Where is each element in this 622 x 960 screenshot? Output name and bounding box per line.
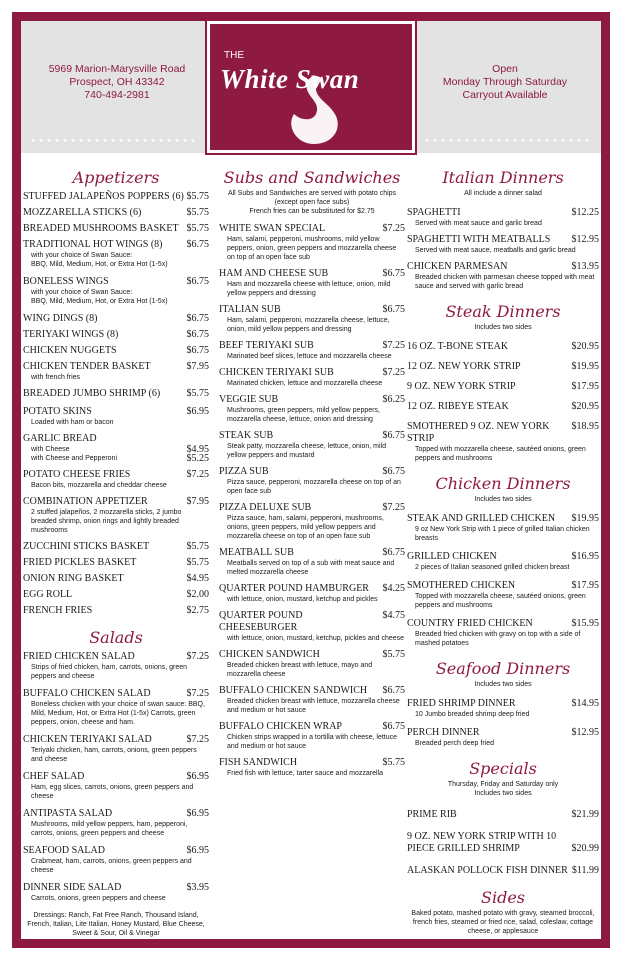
menu-item xyxy=(407,234,599,255)
item-price: $7.25 xyxy=(186,651,209,662)
address-line: 5969 Marion-Marysville Road xyxy=(48,63,186,75)
option-label: with Cheese and Pepperoni xyxy=(31,455,118,462)
item-name: SMOTHERED 9 OZ. NEW YORK STRIP xyxy=(407,421,550,444)
item-name: EGG ROLL xyxy=(23,589,73,600)
item-price: $6.95 xyxy=(186,845,209,856)
item-price: $4.95 xyxy=(186,573,209,584)
menu-item xyxy=(219,721,405,751)
item-price: $18.95 xyxy=(571,421,599,432)
logo-title: White Swan xyxy=(220,64,360,94)
item-name: BEEF TERIYAKI SUB xyxy=(219,340,314,351)
right-column xyxy=(407,169,599,936)
item-price: $7.95 xyxy=(186,496,209,507)
section-title-sides: Sides xyxy=(481,888,525,907)
item-option xyxy=(23,445,209,454)
header-dots-right xyxy=(423,139,593,142)
item-price: $15.95 xyxy=(571,618,599,629)
item-description: Ham, salami, pepperoni, mozzarella cheese, lettuce, onion, mild yellow peppers and dressing xyxy=(227,317,390,333)
section-title-steak: Steak Dinners xyxy=(445,302,561,321)
item-price: $7.25 xyxy=(382,223,405,234)
item-name: PRIME RIB xyxy=(407,809,457,820)
item-description: 10 Jumbo breaded shrimp deep fried xyxy=(415,711,530,718)
option-price: $4.95 xyxy=(186,444,209,455)
item-description: Served with meat sauce and garlic bread xyxy=(415,220,542,227)
item-name: BUFFALO CHICKEN SALAD xyxy=(23,688,151,699)
item-price: $16.95 xyxy=(571,551,599,562)
section-note: Includes two sides xyxy=(474,681,532,688)
menu-item xyxy=(407,698,599,719)
item-price: $4.25 xyxy=(382,583,405,594)
item-name: BREADED JUMBO SHRIMP (6) xyxy=(23,388,161,399)
item-description: Breaded fried chicken with gravy on top with a side of mashed potatoes xyxy=(415,631,581,647)
item-name: WHITE SWAN SPECIAL xyxy=(219,223,326,234)
item-price: $6.95 xyxy=(186,808,209,819)
dressing-options: Dressings: Ranch, Fat Free Ranch, Thousand Island, French, Italian, Lite Italian, Honey Mustard, Blue Cheese, Sweet & Sour, Oil & Vinegar xyxy=(27,912,205,937)
item-price: $7.25 xyxy=(382,367,405,378)
menu-item xyxy=(407,618,599,648)
item-description: Boneless chicken with your choice of swan sauce: BBQ, Mild, Medium, Hot, or Extra Hot (1-5x) Carrots, green peppers, onion, cheese and ham. xyxy=(31,701,205,726)
item-description: Breaded chicken breast with lettuce, mayo and mozzarella cheese xyxy=(227,662,373,678)
item-price: $5.75 xyxy=(186,223,209,234)
menu-item xyxy=(407,551,599,572)
item-name: CHICKEN TERIYAKI SALAD xyxy=(23,734,152,745)
item-price: $6.75 xyxy=(382,685,405,696)
menu-item xyxy=(407,421,599,463)
item-price: $7.25 xyxy=(382,502,405,513)
item-name: BUFFALO CHICKEN SANDWICH xyxy=(219,685,368,696)
item-price: $13.95 xyxy=(571,261,599,272)
item-name: TRADITIONAL HOT WINGS (8) xyxy=(23,239,163,250)
item-price: $12.25 xyxy=(571,207,599,218)
business-hours xyxy=(415,63,595,102)
item-description: Mushrooms, mild yellow peppers, ham, pepperoni, carrots, onions, green peppers and cheese xyxy=(31,821,188,837)
menu-item xyxy=(219,649,405,679)
menu-item xyxy=(23,223,209,235)
section-title-specials: Specials xyxy=(469,759,537,778)
item-name: 16 OZ. T-BONE STEAK xyxy=(407,341,509,352)
item-name: CHICKEN PARMESAN xyxy=(407,261,508,272)
item-description: Marinated chicken, lettuce and mozzarella cheese xyxy=(227,380,383,387)
menu-item xyxy=(219,223,405,262)
menu-item xyxy=(23,388,209,400)
menu-item xyxy=(407,513,599,543)
section-note: Includes two sides xyxy=(474,790,532,797)
item-name: ALASKAN POLLOCK FISH DINNER xyxy=(407,865,568,876)
section-title-chicken: Chicken Dinners xyxy=(435,474,571,493)
section-note: Includes two sides xyxy=(474,496,532,503)
item-price: $5.75 xyxy=(382,757,405,768)
restaurant-address xyxy=(27,63,207,102)
menu-item xyxy=(23,734,209,764)
menu-item xyxy=(407,341,599,353)
menu-item xyxy=(23,345,209,357)
menu-item xyxy=(219,394,405,424)
menu-item xyxy=(23,557,209,569)
item-name: MOZZARELLA STICKS (6) xyxy=(23,207,142,218)
item-name: WING DINGS (8) xyxy=(23,313,98,324)
item-name: 9 OZ. NEW YORK STRIP WITH 10 PIECE GRILLED SHRIMP xyxy=(407,831,557,854)
menu-item xyxy=(219,547,405,577)
item-name: POTATO CHEESE FRIES xyxy=(23,469,131,480)
item-description: Bacon bits, mozzarella and cheddar cheese xyxy=(31,482,167,489)
menu-item xyxy=(23,651,209,681)
menu-item xyxy=(219,610,405,643)
menu-item xyxy=(23,496,209,535)
item-description: Pizza sauce, ham, salami, pepperoni, mushrooms, onions, green peppers, mild yellow peppers and mozzarella cheese on top of an open face sub xyxy=(227,515,384,540)
section-note: French fries can be substituted for $2.75 xyxy=(249,208,375,215)
item-name: SPAGHETTI WITH MEATBALLS xyxy=(407,234,551,245)
menu-header xyxy=(21,21,601,153)
item-price: $20.99 xyxy=(571,843,599,854)
item-price: $5.75 xyxy=(382,649,405,660)
item-description: Ham and mozzarella cheese with lettuce, onion, mild yellow peppers and dressing xyxy=(227,281,391,297)
menu-item xyxy=(23,361,209,382)
menu-item xyxy=(219,340,405,361)
item-name: FRENCH FRIES xyxy=(23,605,93,616)
item-name: POTATO SKINS xyxy=(23,406,92,417)
item-description: 2 pieces of Italian seasoned grilled chicken breast xyxy=(415,564,570,571)
item-name: QUARTER POUND CHEESEBURGER xyxy=(219,610,303,633)
menu-item xyxy=(23,688,209,727)
item-price: $6.75 xyxy=(186,239,209,250)
menu-item xyxy=(23,329,209,341)
item-name: SEAFOOD SALAD xyxy=(23,845,105,856)
item-price: $7.95 xyxy=(186,361,209,372)
item-name: FRIED SHRIMP DINNER xyxy=(407,698,516,709)
sides-list: Baked potato, mashed potato with gravy, steamed broccoli, french fries, steamed or fried rice, salad, coleslaw, cottage cheese, or applesauce xyxy=(411,910,595,935)
item-description: with your choice of Swan Sauce: xyxy=(31,289,133,296)
logo-the: THE xyxy=(224,50,244,61)
section-title-salads: Salads xyxy=(89,628,143,647)
item-name: 9 OZ. NEW YORK STRIP xyxy=(407,381,516,392)
item-price: $6.75 xyxy=(186,345,209,356)
item-description: Served with meat sauce, meatballs and garlic bread xyxy=(415,247,576,254)
item-price: $12.95 xyxy=(571,727,599,738)
item-name: FRIED CHICKEN SALAD xyxy=(23,651,135,662)
item-price: $7.25 xyxy=(186,688,209,699)
item-description: Strips of fried chicken, ham, carrots, onions, green peppers and cheese xyxy=(31,664,188,680)
phone-number: 740-494-2981 xyxy=(84,89,150,101)
left-column xyxy=(23,169,209,938)
item-description: Ham, salami, pepperoni, mushrooms, mild yellow peppers, onion, green peppers and mozzarella cheese on top of an open face sub xyxy=(227,236,397,261)
item-name: SPAGHETTI xyxy=(407,207,461,218)
menu-item xyxy=(23,313,209,325)
item-description: Carrots, onions, green peppers and cheese xyxy=(31,895,166,902)
item-name: FISH SANDWICH xyxy=(219,757,298,768)
item-description: Crabmeat, ham, carrots, onions, green peppers and cheese xyxy=(31,858,192,874)
item-price: $6.75 xyxy=(186,329,209,340)
item-description: with lettuce, onion, mustard, ketchup, pickles and cheese xyxy=(227,635,405,642)
item-price: $17.95 xyxy=(571,381,599,392)
item-price: $7.25 xyxy=(186,734,209,745)
item-price: $6.75 xyxy=(382,466,405,477)
menu-item xyxy=(23,469,209,490)
item-name: STUFFED JALAPEÑOS POPPERS (6) xyxy=(23,191,184,202)
item-name: PERCH DINNER xyxy=(407,727,480,738)
item-price: $4.75 xyxy=(382,610,405,621)
item-price: $20.95 xyxy=(571,401,599,412)
section-title-seafood: Seafood Dinners xyxy=(435,659,571,678)
item-name: PIZZA SUB xyxy=(219,466,269,477)
item-price: $6.75 xyxy=(186,276,209,287)
section-note: Includes two sides xyxy=(474,324,532,331)
item-description: with french fries xyxy=(31,374,81,381)
item-price: $6.75 xyxy=(382,721,405,732)
menu-item xyxy=(23,207,209,219)
item-price: $7.25 xyxy=(382,340,405,351)
item-price: $7.25 xyxy=(186,469,209,480)
item-price: $6.95 xyxy=(186,771,209,782)
item-name: TERIYAKI WINGS (8) xyxy=(23,329,119,340)
item-description: 9 oz New York Strip with 1 piece of grilled Italian chicken breasts xyxy=(415,526,590,542)
item-name: GARLIC BREAD xyxy=(23,433,97,444)
item-price: $6.75 xyxy=(382,304,405,315)
item-price: $3.95 xyxy=(186,882,209,893)
item-description: BBQ, Mild, Medium, Hot, or Extra Hot (1-5x) xyxy=(31,261,168,268)
menu-item xyxy=(407,809,599,821)
item-price: $5.75 xyxy=(186,541,209,552)
item-name: ONION RING BASKET xyxy=(23,573,124,584)
item-description: 2 stuffed jalapeños, 2 mozzarella sticks, 2 jumbo breaded shrimp, onion rings and lightly breaded mushrooms xyxy=(31,509,182,534)
item-description: Pizza sauce, pepperoni, mozzarella cheese on top of an open face sub xyxy=(227,479,401,495)
item-description: with your choice of Swan Sauce: xyxy=(31,252,133,259)
item-name: 12 OZ. NEW YORK STRIP xyxy=(407,361,521,372)
item-name: CHICKEN SANDWICH xyxy=(219,649,320,660)
item-description: Chicken strips wrapped in a tortilla with cheese, lettuce and medium or hot sauce xyxy=(227,734,398,750)
item-name: SMOTHERED CHICKEN xyxy=(407,580,516,591)
menu-item xyxy=(407,580,599,610)
menu-item xyxy=(219,304,405,334)
middle-column xyxy=(219,169,405,778)
section-note: Thursday, Friday and Saturday only xyxy=(447,781,559,788)
item-name: CHICKEN TENDER BASKET xyxy=(23,361,151,372)
item-name: MEATBALL SUB xyxy=(219,547,294,558)
item-price: $6.95 xyxy=(186,406,209,417)
item-description: Meatballs served on top of a sub with meat sauce and melted mozzarella cheese xyxy=(227,560,395,576)
menu-item xyxy=(407,261,599,291)
item-description: Topped with mozzarella cheese, sautéed onions, green peppers and mushrooms xyxy=(415,446,586,462)
item-description: Breaded perch deep fried xyxy=(415,740,494,747)
item-name: 12 OZ. RIBEYE STEAK xyxy=(407,401,509,412)
item-description: Ham, egg slices, carrots, onions, green peppers and cheese xyxy=(31,784,194,800)
item-price: $11.99 xyxy=(571,865,599,876)
item-price: $17.95 xyxy=(571,580,599,591)
item-name: STEAK SUB xyxy=(219,430,274,441)
header-dots-left xyxy=(29,139,199,142)
item-price: $19.95 xyxy=(571,361,599,372)
item-price: $5.75 xyxy=(186,191,209,202)
item-price: $6.75 xyxy=(382,430,405,441)
item-name: CHICKEN TERIYAKI SUB xyxy=(219,367,334,378)
menu-item xyxy=(407,207,599,228)
item-description: Teriyaki chicken, ham, carrots, onions, green peppers and cheese xyxy=(31,747,197,763)
item-price: $6.75 xyxy=(382,268,405,279)
item-price: $5.75 xyxy=(186,207,209,218)
menu-item xyxy=(219,430,405,460)
item-price: $6.25 xyxy=(382,394,405,405)
item-description: Topped with mozzarella cheese, sautéed onions, green peppers and mushrooms xyxy=(415,593,586,609)
item-name: BREADED MUSHROOMS BASKET xyxy=(23,223,179,234)
address-line: Prospect, OH 43342 xyxy=(69,76,165,88)
item-name: CHICKEN NUGGETS xyxy=(23,345,117,356)
menu-item xyxy=(407,381,599,393)
menu-item xyxy=(23,771,209,801)
item-price: $19.95 xyxy=(571,513,599,524)
menu-item xyxy=(23,845,209,875)
section-title-subs: Subs and Sandwiches xyxy=(223,168,401,187)
item-description: Fried fish with lettuce, tarter sauce and mozzarella xyxy=(227,770,384,777)
item-description: Steak patty, mozzarella cheese, lettuce, onion, mild yellow peppers and mustard xyxy=(227,443,387,459)
menu-item xyxy=(23,882,209,903)
menu-item xyxy=(219,268,405,298)
menu-item xyxy=(23,239,209,269)
hours-line: Open xyxy=(492,63,518,75)
hours-line: Monday Through Saturday xyxy=(442,76,568,88)
item-name: STEAK AND GRILLED CHICKEN xyxy=(407,513,556,524)
item-name: ITALIAN SUB xyxy=(219,304,281,315)
menu-item xyxy=(219,583,405,604)
item-name: CHEF SALAD xyxy=(23,771,85,782)
menu-item xyxy=(219,502,405,541)
item-name: COUNTRY FRIED CHICKEN xyxy=(407,618,533,629)
menu-item xyxy=(23,589,209,601)
menu-item xyxy=(23,433,209,463)
item-name: DINNER SIDE SALAD xyxy=(23,882,122,893)
menu-item xyxy=(407,401,599,413)
menu-item xyxy=(23,573,209,585)
item-name: HAM AND CHEESE SUB xyxy=(219,268,329,279)
item-price: $6.75 xyxy=(382,547,405,558)
menu-item xyxy=(407,727,599,748)
menu-item xyxy=(219,466,405,496)
item-price: $12.95 xyxy=(571,234,599,245)
item-name: BONELESS WINGS xyxy=(23,276,109,287)
item-description: with lettuce, onion, mustard, ketchup and pickles xyxy=(227,596,378,603)
item-name: ANTIPASTA SALAD xyxy=(23,808,113,819)
menu-frame xyxy=(12,12,610,948)
menu-item xyxy=(23,191,209,203)
item-name: PIZZA DELUXE SUB xyxy=(219,502,312,513)
item-option xyxy=(23,454,209,463)
menu-item xyxy=(23,406,209,427)
menu-item xyxy=(23,605,209,617)
menu-item xyxy=(407,831,599,855)
item-description: Breaded chicken breast with lettuce, mozzarella cheese and medium or hot sauce xyxy=(227,698,400,714)
menu-item xyxy=(407,361,599,373)
menu-item xyxy=(219,685,405,715)
menu-item xyxy=(219,367,405,388)
item-name: QUARTER POUND HAMBURGER xyxy=(219,583,369,594)
item-description: Marinated beef slices, lettuce and mozzarella cheese xyxy=(227,353,392,360)
item-price: $5.75 xyxy=(186,388,209,399)
item-name: FRIED PICKLES BASKET xyxy=(23,557,137,568)
item-price: $20.95 xyxy=(571,341,599,352)
item-price: $2.75 xyxy=(186,605,209,616)
item-name: VEGGIE SUB xyxy=(219,394,279,405)
menu-item xyxy=(23,808,209,838)
item-name: ZUCCHINI STICKS BASKET xyxy=(23,541,150,552)
item-description: Loaded with ham or bacon xyxy=(31,419,114,426)
item-description: Breaded chicken with parmesan cheese topped with meat sauce and served with garlic bread xyxy=(415,274,595,290)
section-title-italian: Italian Dinners xyxy=(442,168,564,187)
hours-line: Carryout Available xyxy=(462,89,548,101)
menu-item xyxy=(219,757,405,778)
option-price: $5.25 xyxy=(186,453,209,464)
section-title-appetizers: Appetizers xyxy=(72,168,160,187)
item-name: BUFFALO CHICKEN WRAP xyxy=(219,721,342,732)
item-description: Mushrooms, green peppers, mild yellow peppers, mozzarella cheese, lettuce, onion and dressing xyxy=(227,407,380,423)
menu-item xyxy=(23,276,209,306)
item-price: $5.75 xyxy=(186,557,209,568)
item-price: $21.99 xyxy=(571,809,599,820)
menu-item xyxy=(407,865,599,877)
item-name: GRILLED CHICKEN xyxy=(407,551,497,562)
option-label: with Cheese xyxy=(31,446,70,453)
item-price: $14.95 xyxy=(571,698,599,709)
menu-item xyxy=(23,541,209,553)
restaurant-logo xyxy=(207,21,415,153)
section-note: All Subs and Sandwiches are served with potato chips (except open face subs) xyxy=(227,190,397,206)
item-price: $6.75 xyxy=(186,313,209,324)
item-name: COMBINATION APPETIZER xyxy=(23,496,148,507)
section-note: All include a dinner salad xyxy=(464,190,542,197)
item-description: BBQ, Mild, Medium, Hot, or Extra Hot (1-5x) xyxy=(31,298,168,305)
item-price: $2.00 xyxy=(186,589,209,600)
